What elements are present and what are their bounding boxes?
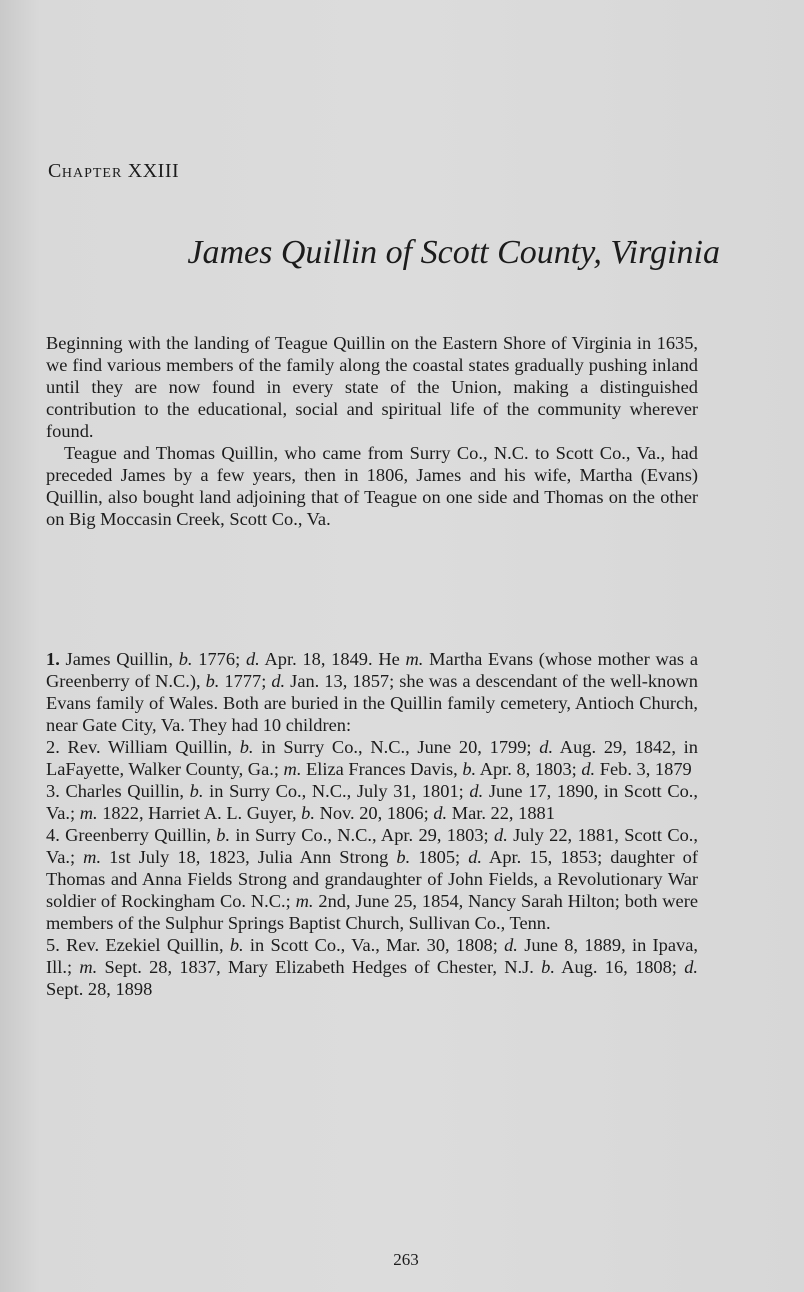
entry-text: Aug. 16, 1808; xyxy=(554,957,685,977)
chapter-heading-word: HAPTER xyxy=(61,166,123,181)
entry-abbreviation: b. xyxy=(541,957,555,977)
entry-abbreviation: b. xyxy=(301,803,315,823)
entry-text: Apr. 8, 1803; xyxy=(476,759,582,779)
entry-text: June 8, 1889, in Ipava, Ill.; xyxy=(46,935,698,977)
entry-abbreviation: m. xyxy=(405,649,424,669)
genealogy-entry xyxy=(46,780,698,824)
entry-text: Feb. 3, 1879 xyxy=(595,759,692,779)
intro-paragraph: Beginning with the landing of Teague Quillin on the Eastern Shore of Virginia in 1635, we find various members of the family along the coastal states gradually pushing inland until they are now found in every state of the Union, making a distinguished contribution to the educational, social and spiritual life of the community wherever found. xyxy=(46,333,698,441)
page-number: 263 xyxy=(393,1250,419,1269)
entry-abbreviation: d. xyxy=(581,759,596,779)
entry-text: Nov. 20, 1806; xyxy=(314,803,434,823)
entry-text: 1776; xyxy=(192,649,246,669)
entry-abbreviation: b. xyxy=(229,935,244,955)
entry-text: Sept. 28, 1898 xyxy=(46,979,153,999)
entry-abbreviation: b. xyxy=(216,825,231,845)
entry-text: James Quillin, xyxy=(59,649,179,669)
entry-abbreviation: d. xyxy=(433,803,448,823)
entry-text: in Surry Co., N.C., Apr. 29, 1803; xyxy=(230,825,495,845)
entry-text: in Surry Co., N.C., June 20, 1799; xyxy=(253,737,540,757)
entry-abbreviation: m. xyxy=(83,847,102,867)
entry-number: 5. xyxy=(46,935,60,955)
entry-abbreviation: d. xyxy=(539,737,554,757)
genealogy-entry xyxy=(46,824,698,934)
genealogy-entries xyxy=(46,648,698,1000)
entry-abbreviation: b. xyxy=(189,781,204,801)
entry-abbreviation: m. xyxy=(283,759,302,779)
entry-number: 4. xyxy=(46,825,60,845)
chapter-heading-initial: C xyxy=(48,160,62,182)
entry-text: Rev. Ezekiel Quillin, xyxy=(59,935,230,955)
entry-text: Eliza Frances Davis, xyxy=(301,759,463,779)
genealogy-entry xyxy=(46,648,698,736)
entry-text: June 17, 1890, in Scott Co., Va.; xyxy=(46,781,698,823)
entry-abbreviation: m. xyxy=(79,803,98,823)
entry-text: Greenberry Quillin, xyxy=(59,825,217,845)
chapter-title: James Quillin of Scott County, Virginia xyxy=(187,234,720,271)
entry-text: Mar. 22, 1881 xyxy=(447,803,555,823)
entry-text: 2nd, June 25, 1854, Nancy Sarah Hilton; both were members of the Sulphur Springs Baptist Church, Sullivan Co., Tenn. xyxy=(46,891,699,933)
entry-number: 1. xyxy=(46,649,60,669)
entry-abbreviation: b. xyxy=(205,671,220,691)
chapter-heading-numeral: XXIII xyxy=(127,160,180,182)
entry-abbreviation: d. xyxy=(684,957,698,977)
entry-number: 3. xyxy=(46,781,60,801)
entry-text: 1st July 18, 1823, Julia Ann Strong xyxy=(101,847,397,867)
entry-text: Apr. 18, 1849. He xyxy=(259,649,406,669)
entry-abbreviation: b. xyxy=(396,847,411,867)
genealogy-entry xyxy=(46,934,698,1000)
entry-text: in Scott Co., Va., Mar. 30, 1808; xyxy=(243,935,505,955)
entry-abbreviation: m. xyxy=(79,957,98,977)
entry-abbreviation: d. xyxy=(245,649,260,669)
intro-text xyxy=(46,332,698,530)
entry-text: Charles Quillin, xyxy=(59,781,190,801)
chapter-heading xyxy=(48,160,179,183)
intro-paragraph: Teague and Thomas Quillin, who came from Surry Co., N.C. to Scott Co., Va., had preceded James by a few years, then in 1806, James and his wife, Martha (Evans) Quillin, also bought land adjoining that of Teague on one side and Thomas on the other on Big Moccasin Creek, Scott Co., Va. xyxy=(46,443,698,529)
entry-text: Apr. 15, 1853; daughter of Thomas and Anna Fields Strong and grandaughter of John Fields, a Revolutionary War soldier of Rockingham Co. N.C.; xyxy=(46,847,698,911)
entry-number: 2. xyxy=(46,737,60,757)
entry-abbreviation: b. xyxy=(239,737,254,757)
entry-abbreviation: b. xyxy=(178,649,193,669)
entry-text: Sept. 28, 1837, Mary Elizabeth Hedges of Chester, N.J. xyxy=(97,957,542,977)
entry-abbreviation: d. xyxy=(271,671,286,691)
entry-abbreviation: b. xyxy=(462,759,477,779)
entry-text: Jan. 13, 1857; she was a descendant of the well-known Evans family of Wales. Both are buried in the Quillin family cemetery, Antioch Church, near Gate City, Va. They had 10 children: xyxy=(46,671,698,735)
entry-abbreviation: d. xyxy=(469,781,484,801)
genealogy-entry xyxy=(46,736,698,780)
entry-abbreviation: d. xyxy=(494,825,508,845)
entry-abbreviation: d. xyxy=(468,847,483,867)
entry-text: 1805; xyxy=(410,847,469,867)
entry-abbreviation: d. xyxy=(504,935,518,955)
entry-text: in Surry Co., N.C., July 31, 1801; xyxy=(203,781,470,801)
entry-text: July 22, 1881, Scott Co., Va.; xyxy=(46,825,699,867)
entry-text: Rev. William Quillin, xyxy=(59,737,240,757)
entry-abbreviation: m. xyxy=(295,891,314,911)
entry-text: 1822, Harriet A. L. Guyer, xyxy=(97,803,302,823)
entry-text: 1777; xyxy=(219,671,272,691)
entry-text: Aug. 29, 1842, in LaFayette, Walker County, Ga.; xyxy=(46,737,698,779)
entry-text: Martha Evans (whose mother was a Greenberry of N.C.), xyxy=(46,649,699,691)
